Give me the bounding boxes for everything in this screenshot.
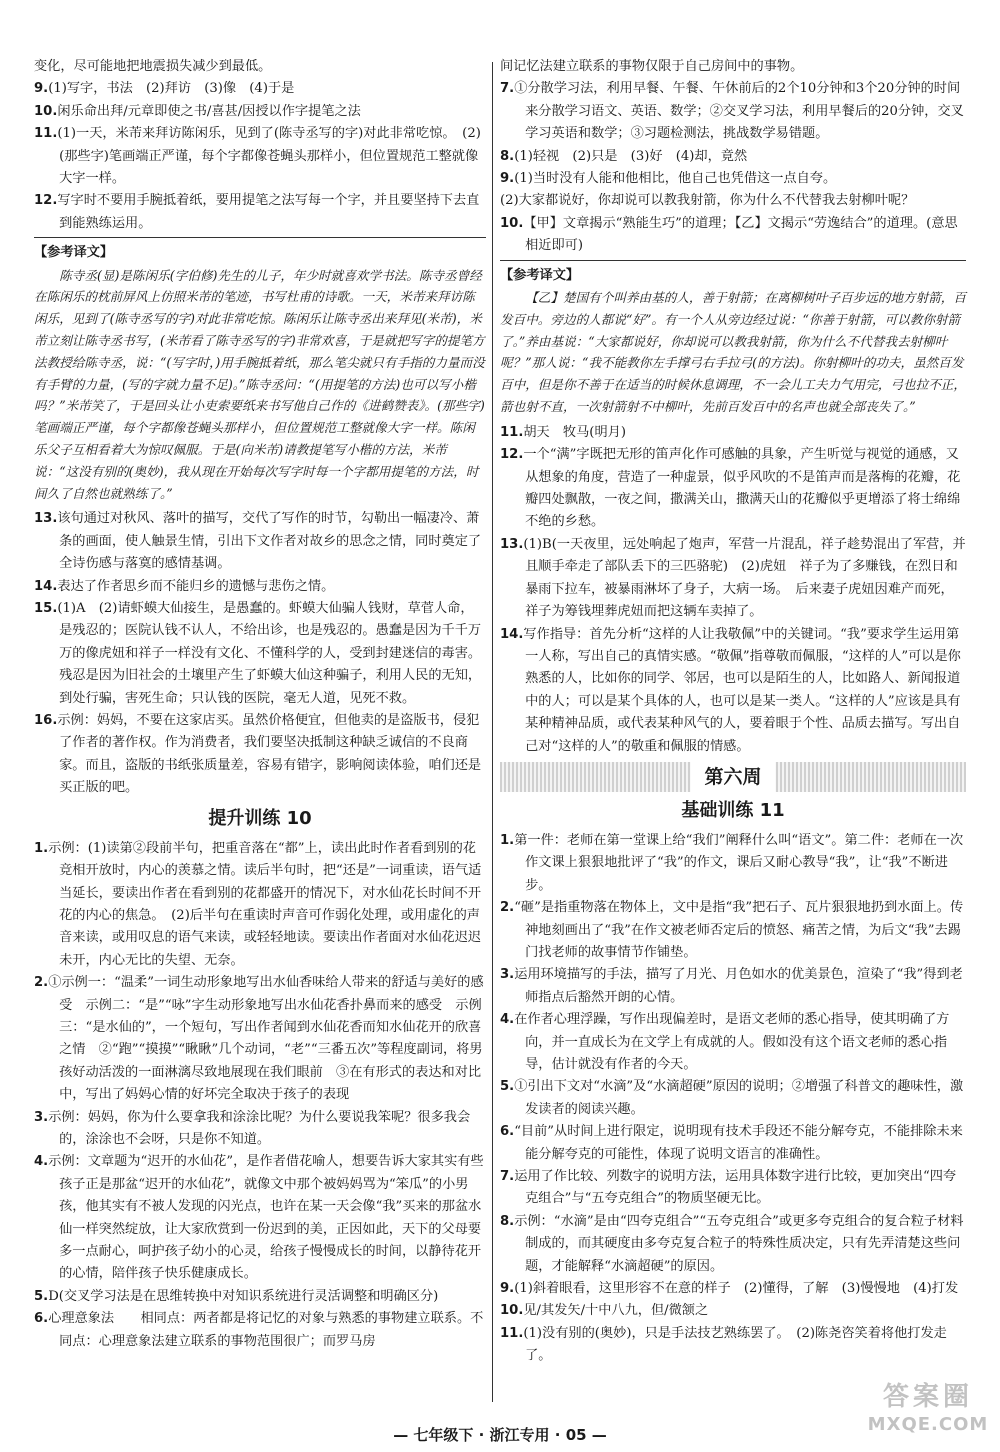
left-column bbox=[34, 56, 486, 1353]
answer-text: (1)A (2)请虾蟆大仙接生，是愚蠢的。虾蟆大仙骗人钱财，草菅人命，是残忍的；医院认钱不认人，不给出诊，也是残忍的。愚蠢是因为千千万万的像虎妞和祥子一样没有文化、不懂科学的人，受到封建迷信的毒害。残忍是因为旧社会的土壤里产生了虾蟆大仙这种骗子，利用人民的无知，到处行骗，害死生命；只认钱的医院，毫无人道，见死不救。 bbox=[57, 601, 482, 706]
answer-text: 心理意象法 相同点：两者都是将记忆的对象与熟悉的事物建立联系。不同点：心理意象法建立联系的事物范围很广；而罗马房 bbox=[48, 1311, 484, 1349]
answer-number: 12. bbox=[500, 447, 524, 463]
answer-text: ①分散学习法，利用早餐、午餐、午休前后的2个10分钟和3个20分钟的时间来分散学习语文、英语、数学；②交叉学习法，利用早餐后的20分钟，交叉学习英语和数学；③习题检测法，挑战数学易错题。 bbox=[514, 81, 964, 142]
answer-number: 4. bbox=[500, 1012, 515, 1028]
answer-number: 9. bbox=[34, 81, 49, 97]
answer-text: 胡天 牧马(明月) bbox=[523, 424, 626, 440]
answer-text: (1)当时没有人能和他相比，他自己也凭借这一点自夸。 bbox=[514, 171, 837, 187]
answer-number: 2. bbox=[500, 900, 515, 916]
answer-number: 13. bbox=[500, 536, 524, 552]
answer-number: 14. bbox=[500, 626, 524, 642]
answer-item bbox=[500, 1323, 966, 1368]
answer-item bbox=[34, 101, 486, 123]
answer-text: 第一件：老师在第一堂课上给“我们”阐释什么叫“语文”。第二件：老师在一次作文课上狠狠地批评了“我”的作文，课后又耐心教导“我”，让“我”不断进步。 bbox=[514, 832, 964, 893]
answer-text: 该句通过对秋风、落叶的描写，交代了写作的时节，勾勒出一幅凄冷、萧条的画面，使人触景生情，引出下文作者对故乡的思念之情，同时奠定了全诗伤感与落寞的感情基调。 bbox=[57, 511, 482, 572]
reference-heading: 【参考译文】 bbox=[500, 267, 580, 283]
answer-continuation: (2)大家都说好，你却说可以教我射箭，你为什么不代替我去射柳叶呢？ bbox=[500, 193, 915, 209]
column-divider bbox=[492, 62, 493, 1402]
answer-item bbox=[500, 1009, 966, 1076]
answer-number: 10. bbox=[34, 103, 58, 119]
answer-item bbox=[34, 78, 486, 100]
answer-number: 16. bbox=[34, 713, 58, 729]
answer-number: 9. bbox=[500, 171, 515, 187]
answer-number: 3. bbox=[34, 1109, 49, 1125]
week-title: 第六周 bbox=[690, 762, 775, 792]
answer-number: 6. bbox=[34, 1311, 49, 1327]
answer-item bbox=[500, 422, 966, 444]
answer-text: ①示例一：“温柔”一词生动形象地写出水仙香味给人带来的舒适与美好的感受 示例二：“是”“咏”字生动形象地写出水仙花香扑鼻而来的感受 示例三：“是水仙的”，一个短句，写出作者闻到水仙花香而知水仙花开的欣喜之情 ②“跑”“摸摸”“瞅瞅”几个动词，“老”“三番五次”等程度副词，将男孩好动活泼的一面淋漓尽致地展现在我们眼前 ③在有形式的表达和对比中，写出了妈妈心情的好坏完全取决于孩子的表现 bbox=[48, 975, 484, 1103]
answer-item bbox=[34, 190, 486, 235]
answer-number: 5. bbox=[34, 1288, 49, 1304]
page-footer: — 七年级下 · 浙江专用 · 05 — bbox=[393, 1426, 607, 1444]
reference-heading: 【参考译文】 bbox=[34, 245, 114, 261]
answer-text: 运用环境描写的手法，描写了月光、月色如水的优美景色，渲染了“我”得到老师指点后豁然开朗的心情。 bbox=[514, 967, 963, 1005]
answer-item bbox=[500, 1278, 966, 1300]
answer-continuation: 变化，尽可能地把地震损失减少到最低。 bbox=[34, 59, 272, 74]
section-title: 提升训练 10 bbox=[208, 807, 312, 829]
answer-number: 11. bbox=[34, 126, 58, 142]
answer-number: 7. bbox=[500, 1169, 515, 1185]
answer-item bbox=[34, 508, 486, 575]
answer-continuation: 间记忆法建立联系的事物仅限于自己房间中的事物。 bbox=[500, 59, 804, 74]
answer-item bbox=[500, 146, 966, 168]
answer-item bbox=[34, 598, 486, 710]
answer-item bbox=[500, 168, 966, 190]
answer-item bbox=[500, 78, 966, 145]
answer-item bbox=[500, 830, 966, 897]
answer-item bbox=[500, 624, 966, 758]
answer-item bbox=[500, 1300, 966, 1322]
answer-item bbox=[500, 444, 966, 534]
answer-text: 【甲】文章揭示“熟能生巧”的道理；【乙】文揭示“劳逸结合”的道理。(意思相近即可) bbox=[523, 215, 958, 254]
answer-number: 8. bbox=[500, 148, 515, 164]
answer-item bbox=[500, 897, 966, 964]
answer-item bbox=[34, 1308, 486, 1353]
answer-text: 见/其发矢/十中八九，但/微颔之 bbox=[523, 1303, 709, 1319]
answer-item bbox=[34, 710, 486, 800]
answer-number: 14. bbox=[34, 578, 58, 594]
answer-text: 在作者心理浮躁，写作出现偏差时，是语文老师的悉心指导，使其明确了方向，并一直成长为在文学上有成就的人。假如没有这个语文老师的悉心指导，估计就没有作者的今天。 bbox=[514, 1012, 950, 1072]
answer-item bbox=[500, 1166, 966, 1211]
watermark-logo-text: 答案圈 bbox=[882, 1382, 973, 1412]
answer-item bbox=[34, 123, 486, 190]
site-watermark bbox=[862, 1380, 994, 1444]
answer-text: (1)一天，米芾来拜访陈闲乐，见到了(陈寺丞写的字)对此非常吃惊。 (2)(那些字)笔画端正严谨，每个字都像苍蝇头那样小，但位置规范工整就像大字一样。 bbox=[57, 126, 481, 187]
answer-text: 示例：(1)读第②段前半句，把重音落在“都”上，读出此时作者看到别的花竞相开放时，内心的羡慕之情。读后半句时，把“还是”一词重读，语气适当延长，要读出作者在看到别的花都盛开的情况下，对水仙花长时间不开花的内心的焦急。 (2)后半句在重读时声音可作弱化处理，或用虚化的声音来读，或用叹息的语气来读，或轻轻地读。要读出作者面对水仙花迟迟未开，内心无比的失望、无奈。 bbox=[48, 840, 482, 968]
answer-number: 15. bbox=[34, 601, 58, 617]
answer-item bbox=[500, 1211, 966, 1278]
reference-text: 【乙】楚国有个叫养由基的人，善于射箭；在离柳树叶子百步远的地方射箭，百发百中。旁边的人都说“好”。有一个人从旁边经过说：“你善于射箭，可以教你射箭了。”养由基说：“大家都说好，你却说可以教我射箭，你为什么不代替我去射柳叶呢？”那人说：“我不能教你左手撑弓右手拉弓(的方法)。你射柳叶的功夫，虽然百发百中，但是你不善于在适当的时候休息调理，不一会儿工夫力气用完，弓也拉不正，箭也射不直，一次射箭射不中柳叶，先前百发百中的名声也就全部丧失了。” bbox=[500, 290, 966, 415]
answer-number: 13. bbox=[34, 511, 58, 527]
answer-text: “砸”是指重物落在物体上，文中是指“我”把石子、瓦片狠狠地扔到水面上。传神地刻画出了“我”在作文被老师否定后的愤怒、痛苦之情，为后文“我”去踢门找老师的故事情节作铺垫。 bbox=[514, 900, 964, 960]
answer-item bbox=[34, 576, 486, 598]
answer-text: D(交叉学习法是在思维转换中对知识系统进行灵活调整和明确区分) bbox=[48, 1288, 439, 1304]
answer-item bbox=[500, 1076, 966, 1121]
answer-text: 运用了作比较、列数字的说明方法，运用具体数字进行比较，更加突出“四夸克组合”与“五夸克组合”的物质坚硬无比。 bbox=[514, 1169, 957, 1207]
answer-number: 12. bbox=[34, 193, 58, 209]
answer-item bbox=[34, 838, 486, 972]
answer-number: 11. bbox=[500, 1325, 524, 1341]
answer-text: 写作指导：首先分析“这样的人让我敬佩”中的关键词。“我”要求学生运用第一人称，写出自己的真情实感。“敬佩”指尊敬而佩服，“这样的人”可以是你熟悉的人，比如你的同学、邻居，也可以是陌生的人，比如路人、新闻报道中的人；可以是某个具体的人，也可以是某一类人。“这样的人”应该是具有某种精神品质，或代表某种风气的人，要着眼于个性、品质去描写。写出自己对“这样的人”的敬重和佩服的情感。 bbox=[523, 626, 961, 754]
answer-number: 8. bbox=[500, 1213, 515, 1229]
answer-text: 写字时不要用手腕抵着纸，要用提笔之法写每一个字，并且要坚持下去直到能熟练运用。 bbox=[57, 193, 480, 231]
answer-number: 3. bbox=[500, 967, 515, 983]
answer-number: 7. bbox=[500, 81, 515, 97]
answer-text: (1)斜着眼看，这里形容不在意的样子 (2)懂得，了解 (3)慢慢地 (4)打发 bbox=[514, 1281, 959, 1297]
reference-translation bbox=[500, 260, 966, 418]
week-banner bbox=[500, 762, 966, 792]
answer-text: “目前”从时间上进行限定，说明现有技术手段还不能分解夸克，不能排除未来能分解夸克的可能性，体现了说明文语言的准确性。 bbox=[514, 1124, 963, 1162]
watermark-url: MXQE.COM bbox=[867, 1414, 989, 1435]
answer-number: 4. bbox=[34, 1154, 49, 1170]
reference-text: 陈寺丞(显)是陈闲乐(字伯修)先生的儿子，年少时就喜欢学书法。陈寺丞曾经在陈闲乐的枕前屏风上仿照米芾的笔迹，书写杜甫的诗歌。一天，米芾来拜访陈闲乐，见到了(陈寺丞写的字)对此非常吃惊。陈闲乐让陈寺丞出来拜见(米芾)，米芾立刻让陈寺丞书写，(米芾看了陈寺丞写的字)非常欢喜，于是就把写字的提笔方法教授给陈寺丞，说：“(写字时，)用手腕抵着纸，那么笔尖就只有手指的力量而没有手臂的力量，(写的字就力量不足)。”陈寺丞问：“(用提笔的方法)也可以写小楷吗？”米芾笑了，于是回头让小吏索要纸来书写他自己作的《进鹤赞表》。(那些字)笔画端正严谨，每个字都像苍蝇头那样小，但位置规范工整就像大字一样。陈闲乐父子互相看着大为惊叹佩服。于是(向米芾)请教提笔写小楷的方法，米芾说：“这没有别的(奥妙)，我从现在开始每次写字时每一个字都用提笔的方法，时间久了自然也就熟练了。” bbox=[34, 267, 485, 501]
answer-number: 5. bbox=[500, 1079, 515, 1095]
answer-text: (1)写字，书法 (2)拜访 (3)像 (4)于是 bbox=[48, 81, 295, 97]
answer-number: 1. bbox=[34, 840, 49, 856]
answer-text: (1)B(一天夜里，远处响起了炮声，军营一片混乱，祥子趁势混出了军营，并且顺手牵走了部队丢下的三匹骆驼) (2)虎妞 祥子为了多赚钱，在烈日和暴雨下拉车，被暴雨淋坏了身子，大病一场。 后来妻子虎妞因难产而死，祥子为筹钱埋葬虎妞而把这辆车卖掉了。 bbox=[523, 536, 966, 620]
answer-number: 11. bbox=[500, 424, 524, 440]
answer-number: 6. bbox=[500, 1124, 515, 1140]
answer-text: 一个“满”字既把无形的笛声化作可感触的具象，产生听觉与视觉的通感，又从想象的角度，营造了一种虚景，似乎风吹的不是笛声而是落梅的花瓣，花瓣四处飘散，一夜之间，撒满关山，撒满天山的花瓣似乎更增添了将士绵绵不绝的乡愁。 bbox=[523, 447, 961, 530]
answer-item bbox=[500, 534, 966, 624]
answer-number: 9. bbox=[500, 1281, 515, 1297]
answer-text: 示例：妈妈，你为什么要拿我和涂涂比呢？为什么要说我笨呢？很多我会的，涂涂也不会呀，只是你不知道。 bbox=[48, 1109, 471, 1147]
answer-item bbox=[34, 1107, 486, 1152]
answer-text: (1)没有别的(奥妙)，只是手法技艺熟练罢了。 (2)陈尧咨笑着将他打发走了。 bbox=[523, 1325, 947, 1364]
answer-text: 示例：文章题为“迟开的水仙花”，是作者借花喻人，想要告诉大家其实有些孩子正是那盆“迟开的水仙花”，就像文中那个被妈妈骂为“笨瓜”的小男孩，他其实有不被人发现的闪光点，也许在某一天会像“我”买来的那盆水仙一样突然绽放，让大家欣赏到一份迟到的美，正因如此，天下的父母要多一点耐心，呵护孩子幼小的心灵，给孩子慢慢成长的时间，以静待花开的心情，陪伴孩子快乐健康成长。 bbox=[48, 1154, 484, 1282]
answer-item bbox=[500, 964, 966, 1009]
right-column bbox=[500, 56, 966, 1368]
answer-text: (1)轻视 (2)只是 (3)好 (4)却，竟然 bbox=[514, 148, 748, 164]
answer-item bbox=[500, 1121, 966, 1166]
answer-item bbox=[34, 1286, 486, 1308]
answer-text: 表达了作者思乡而不能归乡的遗憾与悲伤之情。 bbox=[57, 578, 335, 594]
section-title: 基础训练 11 bbox=[681, 799, 785, 821]
answer-number: 1. bbox=[500, 832, 515, 848]
reference-translation bbox=[34, 237, 486, 504]
answer-text: 闲乐命出拜/元章即使之书/喜甚/因授以作字提笔之法 bbox=[57, 103, 361, 119]
answer-number: 2. bbox=[34, 975, 49, 991]
answer-item bbox=[34, 972, 486, 1106]
answer-number: 10. bbox=[500, 1303, 524, 1319]
answer-text: ①引出下文对“水滴”及“水滴超硬”原因的说明；②增强了科普文的趣味性，激发读者的阅读兴趣。 bbox=[514, 1079, 964, 1117]
answer-item bbox=[500, 213, 966, 258]
answer-item bbox=[34, 1151, 486, 1285]
answer-text: 示例：妈妈，不要在这家店买。虽然价格便宜，但他卖的是盗版书，侵犯了作者的著作权。作为消费者，我们要坚决抵制这种缺乏诚信的不良商家。而且，盗版的书纸张质量差，容易有错字，影响阅读体验，咱们还是买正版的吧。 bbox=[57, 713, 482, 796]
answer-text: 示例：“水滴”是由“四夸克组合”“五夸克组合”或更多夸克组合的复合粒子材料制成的，而其硬度由多夸克复合粒子的特殊性质决定，只有先弄清楚这些问题，才能解释“水滴超硬”的原因。 bbox=[514, 1213, 964, 1274]
answer-number: 10. bbox=[500, 215, 524, 231]
